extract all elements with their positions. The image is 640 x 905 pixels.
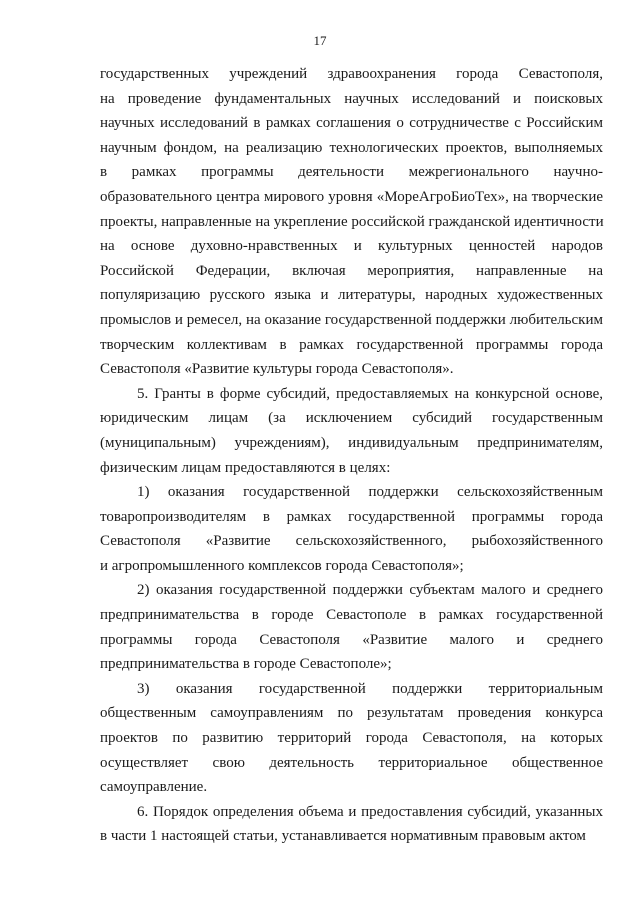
text-line: 3) оказания государственной поддержки территориальным	[137, 680, 603, 697]
paragraph	[100, 800, 603, 849]
paragraph	[100, 480, 603, 578]
text-line: творческим коллективам в рамках государственной программы города	[100, 336, 603, 353]
text-line: осуществляет свою деятельность территориальное общественное	[100, 754, 603, 771]
document-body	[100, 62, 603, 849]
text-line: популяризацию русского языка и литературы, народных художественных	[100, 287, 603, 304]
text-line: 6. Порядок определения объема и предоставления субсидий, указанных	[137, 803, 603, 820]
text-line: (муниципальным) учреждениям), индивидуальным предпринимателям,	[100, 434, 603, 451]
text-line: в рамках программы деятельности межрегионального научно-	[100, 164, 603, 181]
text-line: предпринимательства в городе Севастополе в рамках государственной	[100, 607, 603, 624]
paragraph	[100, 578, 603, 676]
text-line: предпринимательства в городе Севастополе»;	[100, 656, 392, 673]
text-line: образовательного центра мирового уровня «МореАгроБиоТех», на творческие	[100, 188, 603, 205]
text-line: Севастополя «Развитие сельскохозяйственного, рыбохозяйственного	[100, 533, 603, 550]
text-line: на основе духовно-нравственных и культурных ценностей народов	[100, 238, 603, 255]
text-line: юридическим лицам (за исключением субсидий государственным	[100, 410, 603, 427]
text-line: на проведение фундаментальных научных исследований и поисковых	[100, 90, 603, 107]
text-line: и агропромышленного комплексов города Севастополя»;	[100, 557, 464, 574]
text-line: Севастополя «Развитие культуры города Севастополя».	[100, 361, 454, 378]
text-line: научным фондом, на реализацию технологических проектов, выполняемых	[100, 139, 603, 156]
paragraph	[100, 382, 603, 480]
text-line: общественным самоуправлениям по результатам проведения конкурса	[100, 705, 603, 722]
text-line: государственных учреждений здравоохранения города Севастополя,	[100, 66, 603, 82]
text-line: программы города Севастополя «Развитие малого и среднего	[100, 631, 603, 648]
text-line: промыслов и ремесел, на оказание государственной поддержки любительским	[100, 311, 603, 328]
paragraph	[100, 62, 603, 382]
text-line: 5. Гранты в форме субсидий, предоставляемых на конкурсной основе,	[137, 385, 603, 402]
text-line: научных исследований в рамках соглашения о сотрудничестве с Российским	[100, 115, 603, 132]
text-line: товаропроизводителям в рамках государственной программы города	[100, 508, 603, 525]
text-line: физическим лицам предоставляются в целях:	[100, 459, 391, 476]
text-line: Российской Федерации, включая мероприятия, направленные на	[100, 262, 603, 279]
text-line: 1) оказания государственной поддержки сельскохозяйственным	[137, 484, 603, 501]
text-line: в части 1 настоящей статьи, устанавливается нормативным правовым актом	[100, 828, 586, 845]
text-line: проекты, направленные на укрепление российской гражданской идентичности	[100, 213, 604, 230]
text-line: проектов по развитию территорий города Севастополя, на которых	[100, 730, 603, 747]
paragraph	[100, 677, 603, 800]
text-line: самоуправление.	[100, 779, 208, 796]
text-line: 2) оказания государственной поддержки субъектам малого и среднего	[137, 582, 603, 599]
page-number: 17	[313, 33, 327, 48]
